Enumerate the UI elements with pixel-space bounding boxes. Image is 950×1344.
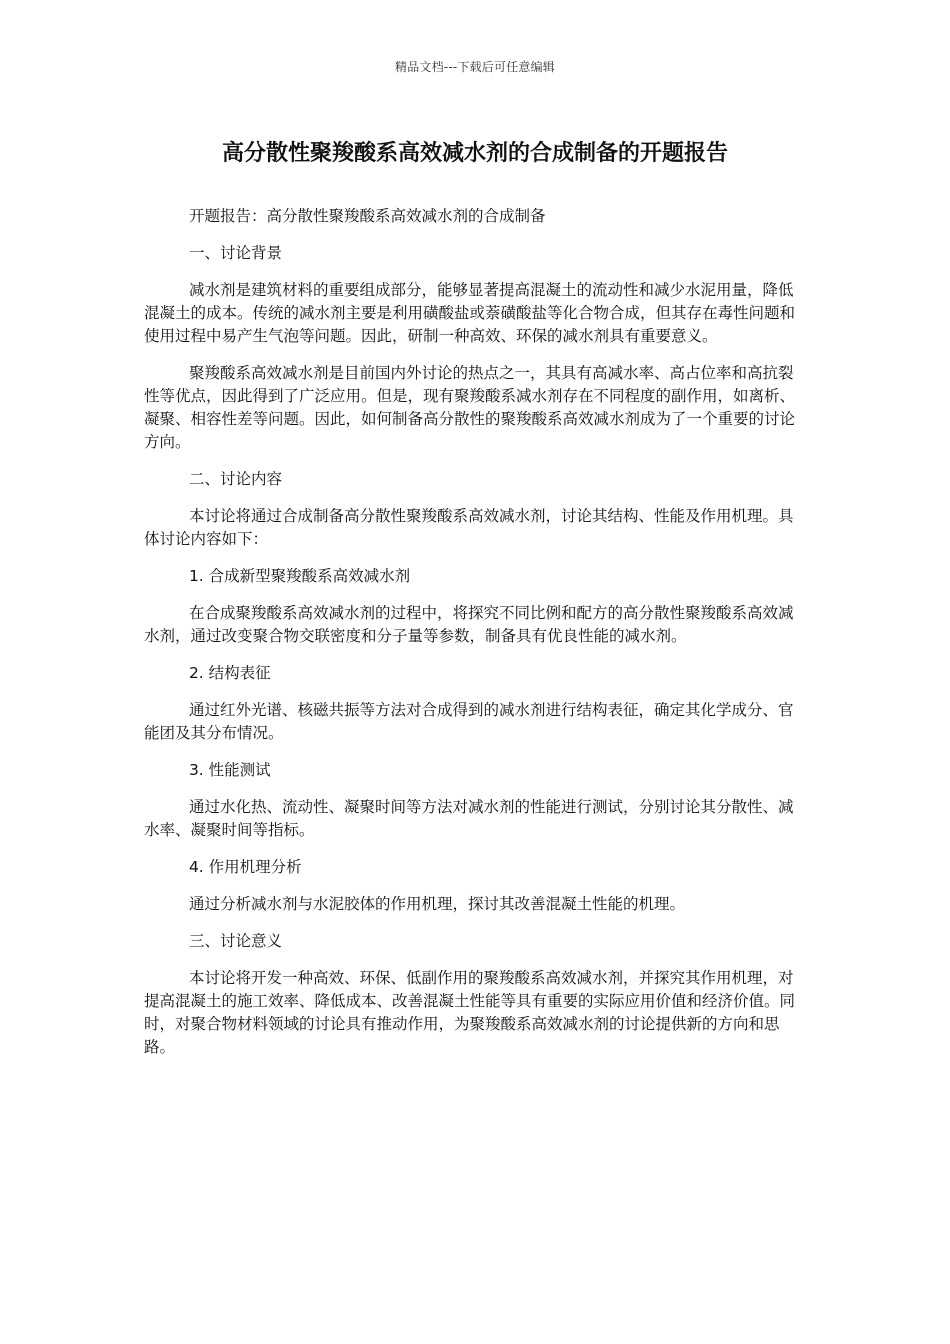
paragraph-significance: 本讨论将开发一种高效、环保、低副作用的聚羧酸系高效减水剂，并探究其作用机理，对提高混凝土的施工效率、降低成本、改善混凝土性能等具有重要的实际应用价值和经济价值。同时，对聚合物材料领域的讨论具有推动作用，为聚羧酸系高效减水剂的讨论提供新的方向和思路。 [144, 969, 796, 1056]
page-header-note: 精品文档---下载后可任意编辑 [395, 60, 555, 74]
report-subtitle: 开题报告：高分散性聚羧酸系高效减水剂的合成制备 [188, 207, 546, 225]
paragraph-mechanism: 通过分析减水剂与水泥胶体的作用机理，探讨其改善混凝土性能的机理。 [188, 895, 685, 913]
paragraph-content-intro: 本讨论将通过合成制备高分散性聚羧酸系高效减水剂，讨论其结构、性能及作用机理。具体讨论内容如下： [144, 507, 794, 548]
paragraph-synthesis: 在合成聚羧酸系高效减水剂的过程中，将探究不同比例和配方的高分散性聚羧酸系高效减水剂，通过改变聚合物交联密度和分子量等参数，制备具有优良性能的减水剂。 [144, 604, 794, 645]
document-body [144, 205, 806, 1073]
paragraph-performance: 通过水化热、流动性、凝聚时间等方法对减水剂的性能进行测试，分别讨论其分散性、减水率、凝聚时间等指标。 [144, 798, 794, 839]
section-heading-content: 二、讨论内容 [188, 470, 282, 488]
paragraph-characterization: 通过红外光谱、核磁共振等方法对合成得到的减水剂进行结构表征，确定其化学成分、官能团及其分布情况。 [144, 701, 794, 742]
section-heading-background: 一、讨论背景 [188, 244, 282, 262]
subheading-characterization: 2. 结构表征 [188, 664, 271, 682]
subheading-mechanism: 4. 作用机理分析 [188, 858, 302, 876]
paragraph-background-1: 减水剂是建筑材料的重要组成部分，能够显著提高混凝土的流动性和减少水泥用量，降低混凝土的成本。传统的减水剂主要是利用磺酸盐或萘磺酸盐等化合物合成，但其存在毒性问题和使用过程中易产生气泡等问题。因此，研制一种高效、环保的减水剂具有重要意义。 [144, 281, 796, 345]
subheading-performance: 3. 性能测试 [188, 761, 271, 779]
subheading-synthesis: 1. 合成新型聚羧酸系高效减水剂 [188, 567, 411, 585]
document-title: 高分散性聚羧酸系高效减水剂的合成制备的开题报告 [221, 141, 728, 166]
section-heading-significance: 三、讨论意义 [188, 932, 282, 950]
paragraph-background-2: 聚羧酸系高效减水剂是目前国内外讨论的热点之一，其具有高减水率、高占位率和高抗裂性等优点，因此得到了广泛应用。但是，现有聚羧酸系减水剂存在不同程度的副作用，如离析、凝聚、相容性差等问题。因此，如何制备高分散性的聚羧酸系高效减水剂成为了一个重要的讨论方向。 [144, 364, 796, 451]
